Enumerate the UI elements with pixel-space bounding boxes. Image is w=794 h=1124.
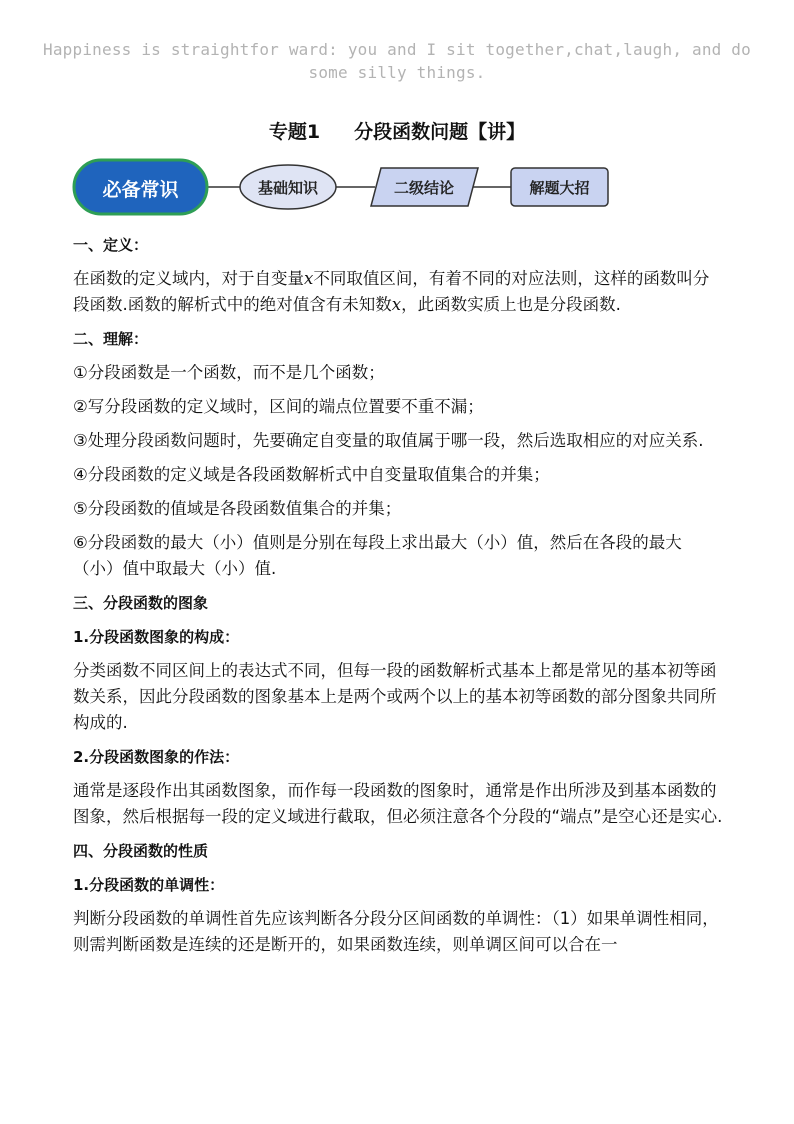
title-topic-name: 分段函数问题【讲】: [354, 121, 526, 143]
flow-main-label: 必备常识: [102, 179, 179, 201]
subheading-graph-method: 2.分段函数图象的作法：: [73, 748, 240, 766]
definition-text-part1: 在函数的定义域内，对于自变量: [73, 269, 304, 288]
understanding-item-1: ①分段函数是一个函数，而不是几个函数；: [73, 363, 385, 382]
monotonicity-paragraph: 判断分段函数的单调性首先应该判断各分段分区间函数的单调性：（1）如果单调性相同，则需判断函数是连续的还是断开的，如果函数连续，则单调区间可以合在一: [73, 909, 719, 954]
section-heading-graph: 三、分段函数的图象: [73, 594, 209, 612]
section-heading-definition: 一、定义：: [73, 236, 149, 254]
variable-x: x: [391, 295, 402, 314]
flow-step2-label: 二级结论: [393, 179, 454, 197]
understanding-item-3: ③处理分段函数问题时，先要确定自变量的取值属于哪一段，然后选取相应的对应关系.: [73, 431, 704, 450]
header-quote: Happiness is straightfor ward: you and I sit together,chat,laugh, and do some silly things.: [43, 40, 751, 82]
flow-step1-label: 基础知识: [257, 179, 318, 197]
graph-method-paragraph: 通常是逐段作出其函数图象，而作每一段函数的图象时，通常是作出所涉及到基本函数的图象，然后根据每一段的定义域进行截取，但必须注意各个分段的“端点”是空心还是实心.: [73, 781, 723, 826]
section-heading-understanding: 二、理解：: [73, 330, 149, 348]
subheading-graph-composition: 1.分段函数图象的构成：: [73, 628, 240, 646]
subheading-monotonicity: 1.分段函数的单调性：: [73, 876, 225, 894]
title-topic-number: 专题1: [268, 121, 321, 143]
understanding-item-6: ⑥分段函数的最大（小）值则是分别在每段上求出最大（小）值，然后在各段的最大（小）值中取最大（小）值.: [73, 533, 682, 578]
topic-flow-diagram: [0, 0, 794, 230]
understanding-item-5: ⑤分段函数的值域是各段函数值集合的并集；: [73, 499, 402, 518]
understanding-item-4: ④分段函数的定义域是各段函数解析式中自变量取值集合的并集；: [73, 465, 550, 484]
document-body: [73, 232, 723, 966]
section-heading-properties: 四、分段函数的性质: [73, 842, 209, 860]
definition-text-part2: 不同取值区间，有着不同的对应法则，这样的函数叫分段函数.函数的解析式中的绝对值含有未知数: [73, 269, 710, 314]
flow-step3-label: 解题大招: [529, 179, 590, 197]
definition-paragraph: [73, 266, 723, 318]
variable-x: x: [304, 269, 314, 288]
definition-text-part3: ，此函数实质上也是分段函数.: [401, 295, 621, 314]
understanding-item-2: ②写分段函数的定义域时，区间的端点位置要不重不漏；: [73, 397, 484, 416]
graph-composition-paragraph: 分类函数不同区间上的表达式不同，但每一段的函数解析式基本上都是常见的基本初等函数关系，因此分段函数的图象基本上是两个或两个以上的基本初等函数的部分图象共同所构成的.: [73, 661, 717, 732]
